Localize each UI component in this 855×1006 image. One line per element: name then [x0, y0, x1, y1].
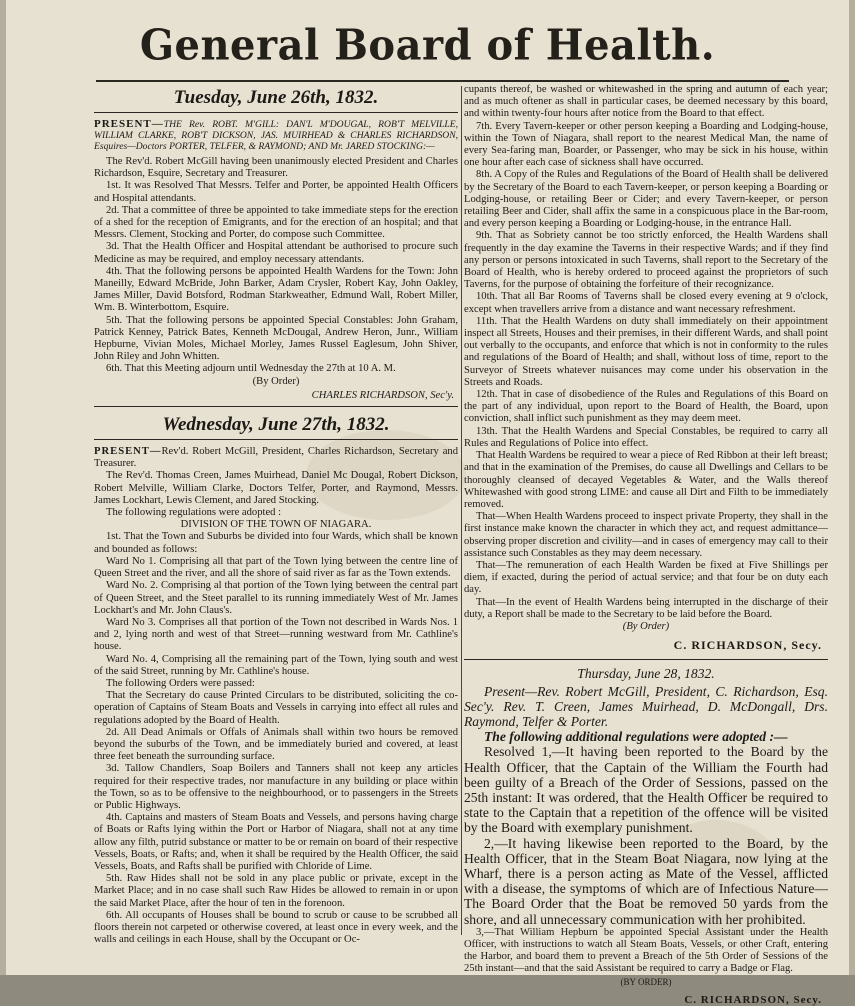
- meeting-june-28: [464, 666, 828, 926]
- regulation-paragraph: That Health Wardens be required to wear a piece of Red Ribbon at their left breast; and that in the examination of the Premises, do cause all Dwellings and Cellars to be thoroughly cleansed of decayed Vegetables & Water, and the Walls thereof Whitewashed with good strong LIME: and cause all Dirt and Filth to be immediately removed.: [464, 450, 828, 510]
- regulation-paragraph: 2d. All Dead Animals or Offals of Animals shall within two hours be removed beyond the suburbs of the Town, and be immediately buried and covered, at least three feet beneath the surrounding surface.: [94, 726, 458, 763]
- present-list-june-26: [94, 119, 458, 152]
- resolution-paragraph: 5th. That the following persons be appointed Special Constables: John Graham, Patrick Kenney, Patrick Bates, Kenneth McDougal, Andrew Heron, Junr., William Hepburne, Vivian Moles, Michael Morley, James Russel Eaglesum, John Shiver, John Riley and John Whitten.: [94, 314, 458, 363]
- regulation-paragraph: Ward No. 4, Comprising all the remaining part of the Town, lying south and west of the said Street, running by Mr. Cathline's house.: [94, 653, 458, 677]
- meeting-date-june-28: Thursday, June 28, 1832.: [577, 666, 715, 682]
- resolution-paragraph: 3,—That William Hepburn be appointed Special Assistant under the Health Officer, with instructions to watch all Steam Boats, Vessels, or other Craft, entering the Harbor, and board them to prevent a Breach of the 5th Order of Sessions of the 25th instant—and that the said Assistant be required to carry a Badge or Flag.: [464, 926, 828, 975]
- regulation-paragraph: 6th. All occupants of Houses shall be bound to scrub or cause to be scrubbed all floors therein not carpeted or otherwise covered, at least once in every week, and the walls and ceilings in each House, shall by the Occupant or Oc-: [94, 909, 458, 946]
- present-list-june-28: Present—Rev. Robert McGill, President, C. Richardson, Esq. Sec'y. Rev. T. Creen, James Muirhead, D. McDongall, Drs. Raymond, Telfer & Porter.: [464, 683, 828, 729]
- resolutions-june-26: [94, 156, 458, 376]
- meeting-date-june-27: Wednesday, June 27th, 1832.: [162, 414, 390, 436]
- by-order-note: (BY ORDER): [620, 976, 672, 987]
- regulation-paragraph: 11th. That the Health Wardens on duty shall immediately on their appointment inspect all Streets, Houses and their premises, in their different Wards, and shall point out verbally to the occupants, and enforce that which is not in conformity to the rules and regulations of the Board of Health; and shall, without loss of time, report to the Surveyor of Streets whatever nuisances may come under his observation in the Streets and Roads.: [464, 315, 828, 388]
- meeting-date-june-26: Tuesday, June 26th, 1832.: [173, 87, 379, 108]
- resolution-paragraph: The Rev'd. Robert McGill having been unanimously elected President and Charles Richardson, Esquire, Secretary and Treasurer.: [94, 156, 458, 180]
- resolution-paragraph: Resolved 1,—It having been reported to the Board by the Health Officer, that the Captain of the William the Fourth had been guilty of a Breach of the Order of Sessions, passed on the 25th instant: It was ordered, that the Health Officer be required to state to the Captain that a repetition of the offence will be visited by the Board with exemplary punishment.: [464, 744, 828, 836]
- masthead-title: General Board of Health.: [139, 20, 716, 71]
- left-column: [94, 84, 458, 951]
- secretary-signature: CHARLES RICHARDSON, Sec'y.: [311, 389, 454, 401]
- regulation-paragraph: 5th. Raw Hides shall not be sold in any place public or private, except in the Market Place; and in no case shall such Raw Hides be allowed to remain in or upon the said Market Place, after the hour of ten in the forenoon.: [94, 873, 458, 909]
- present-list-june-27: [94, 446, 458, 470]
- regulation-paragraph: 9th. That as Sobriety cannot be too strictly enforced, the Health Wardens shall frequently in the day examine the Taverns in their respective Wards; and if they find any person or persons intoxicated in such Taverns, shall report to the Secretary of the Board of Health, who is hereby ordered to proceed against the proprietors of such Taverns, for the purpose of obtaining the forfeiture of their recognizance.: [464, 230, 828, 291]
- regulation-paragraph: cupants thereof, be washed or whitewashed in the spring and autumn of each year; and as much oftener as shall in particular cases, be deemed necessary by this board, and within twenty-four hours after notice from the Board to that effect.: [464, 84, 828, 120]
- regulation-paragraph: Ward No. 2. Comprising al that portion of the Town lying between the central part of Queen Street, and the Steet parallel to its running immediately West of Mr. James Lockhart's and Mr. John Claus's.: [94, 580, 458, 616]
- regulation-paragraph: Ward No 3. Comprises all that portion of the Town not described in Wards Nos. 1 and 2, lying north and west of that Street—running westward from Mr. Cathline's house.: [94, 616, 458, 653]
- regulations-june-27: [94, 531, 458, 946]
- present-names: THE Rev. ROBT. M'GILL: DAN'L M'DOUGAL, ROB'T MELVILLE, WILLIAM CLARKE, ROB'T DICKSON, JAS. MUIRHEAD & CHARLES RICHARDSON, Esquires—Doctors PORTER, TELFER, & RAYMOND; AND Mr. JARED STOCKING:—: [94, 119, 458, 152]
- regulation-paragraph: That the Secretary do cause Printed Circulars to be distributed, soliciting the co-operation of Captains of Steam Boats and Vessels in carrying into effect all rules and regulations adopted by the Board of Health.: [94, 690, 458, 726]
- secretary-signature: C. RICHARDSON, Secy.: [684, 993, 822, 1006]
- regulations-intro: The following regulations were adopted :: [106, 507, 282, 519]
- regulation-paragraph: 1st. That the Town and Suburbs be divided into four Wards, which shall be known and bounded as follows:: [94, 531, 458, 555]
- regulation-paragraph: 12th. That in case of disobedience of the Rules and Regulations of this Board on the part of any individual, upon report to the Board of Health, the Board, upon conviction, shall inflict such punishment as they may deem meet.: [464, 389, 828, 425]
- date-rule: [94, 439, 458, 440]
- resolution-paragraph: 1st. It was Resolved That Messrs. Telfer and Porter, be appointed Health Officers and Hospital attendants.: [94, 180, 458, 204]
- resolution-paragraph: 4th. That the following persons be appointed Health Wardens for the Town: John Maneilly, Edward McBride, John Barker, Adam Crysler, Robert Kay, John Oakley, James Miller, David Botsford, Rodman Starkweather, Edmund Wall, Robert Miller, Wm. B. Winterbottom, Esquire.: [94, 265, 458, 314]
- present-members: The Rev'd. Thomas Creen, James Muirhead, Daniel Mc Dougal, Robert Dickson, Robert Melville, William Clarke, Doctors Telfer, Porter, and Raymond, Messrs. James Lockhart, Lewis Clement, and Jared Stocking.: [94, 470, 458, 506]
- regulation-paragraph: 4th. Captains and masters of Steam Boats and Vessels, and persons having charge of Boats or Rafts lying within the Port or Harbor of Niagara, shall not at any time allow any filth, putrid substance or matter to be or remain on board of their respective Vessels, Boats, or Rafts; and, when it shall be required by the Health Officer, the said Vessels, Boats, and Rafts shall be purified with Chloride of Lime.: [94, 812, 458, 872]
- present-label: PRESENT—: [94, 446, 162, 458]
- date-rule: [94, 112, 458, 113]
- resolution-paragraph: 6th. That this Meeting adjourn until Wednesday the 27th at 10 A. M.: [106, 363, 396, 375]
- present-officers: Rev'd. Robert McGill, President, Charles Richardson, Secretary and Treasurer.: [94, 446, 458, 470]
- present-label: PRESENT—: [94, 118, 164, 130]
- regulation-paragraph: Ward No 1. Comprising all that part of the Town lying between the centre line of Queen Street and the river, and all the shore of said river as far as the Town extends.: [94, 555, 458, 580]
- secretary-signature: C. RICHARDSON, Secy.: [673, 638, 822, 653]
- resolution-paragraph: 2,—It having likewise been reported to the Board, by the Health Officer, that in the Steam Boat Niagara, now lying at the Wharf, there is a person acting as Mate of the Vessel, afflicted with a disease, the symptoms of which are of Infectious Nature—The Board Order that the Boat be removed 50 yards from the shore, and all unnecessary communication with her prohibited.: [464, 835, 828, 927]
- masthead-rule: [96, 80, 789, 82]
- section-rule: [94, 406, 458, 407]
- column-divider: [461, 86, 462, 935]
- regulation-paragraph: 13th. That the Health Wardens and Special Constables, be required to carry all Rules and Regulations of Police into effect.: [464, 425, 828, 449]
- by-order-note: (By Order): [252, 375, 300, 387]
- by-order-note: (By Order): [622, 620, 670, 632]
- regulation-paragraph: 10th. That all Bar Rooms of Taverns shall be closed every evening at 9 o'clock, except when travellers arrive from a distance and want necessary refreshment.: [464, 291, 828, 315]
- resolution-paragraph: 3d. That the Health Officer and Hospital attendant be authorised to procure such Medicine as may be required, and employ necessary attendants.: [94, 241, 458, 265]
- regulation-paragraph: That—The remuneration of each Health Warden be fixed at Five Shillings per diem, if exacted, during the period of actual service; and that four be on duty each day.: [464, 559, 828, 596]
- regulation-paragraph: 7th. Every Tavern-keeper or other person keeping a Boarding and Lodging-house, within the Town of Niagara, shall report to the nearest Medical Man, the name of every Sea-faring man, Boarder, or Passenger, who may be sick in his house, within one hour after each case of sickness shall have occurred.: [464, 120, 828, 169]
- section-rule: [464, 659, 828, 660]
- regulation-paragraph: That—When Health Wardens proceed to inspect private Property, they shall in the first instance make known the character in which they act, and request admittance—observing proper discretion and civility—and in cases of emergency may call to their assistance such Constables as they may deem necessary.: [464, 511, 828, 559]
- regulation-paragraph: The following Orders were passed:: [106, 677, 255, 689]
- regulation-paragraph: That—In the event of Health Wardens being interrupted in the discharge of their duty, a Report shall be made to the Secretary to be laid before the Board.: [464, 596, 828, 620]
- regulations-intro: The following additional regulations were adopted :—: [484, 729, 788, 745]
- right-column: [464, 84, 828, 1006]
- resolution-paragraph: 2d. That a committee of three be appointed to take immediate steps for the erection of a shed for the reception of Emigrants, and for the erection of an hospital; and that Messrs. Clement, Stocking and Porter, do compose such Committee.: [94, 204, 458, 241]
- division-heading: DIVISION OF THE TOWN OF NIAGARA.: [180, 519, 372, 531]
- regulation-paragraph: 3d. Tallow Chandlers, Soap Boilers and Tanners shall not keep any articles required for their respective trades, nor manufacture in any building or place within the Town, so as to be offensive to the neighbourhood, or to passengers in the Streets or Public Highways.: [94, 763, 458, 811]
- regulation-paragraph: 8th. A Copy of the Rules and Regulations of the Board of Health shall be delivered by the Secretary of the Board to each Tavern-keeper, or person keeping a Boarding or Lodging-house, or retailing Beer or Cider; and every Tavern-keeper, or person retailing Beer and Cider, shall affix the same in a conspicuous place in the Bar-room, and every person keeping a Boarding or Lodging-house, in the entrance Hall.: [464, 169, 828, 230]
- regulations-continued: [464, 84, 828, 621]
